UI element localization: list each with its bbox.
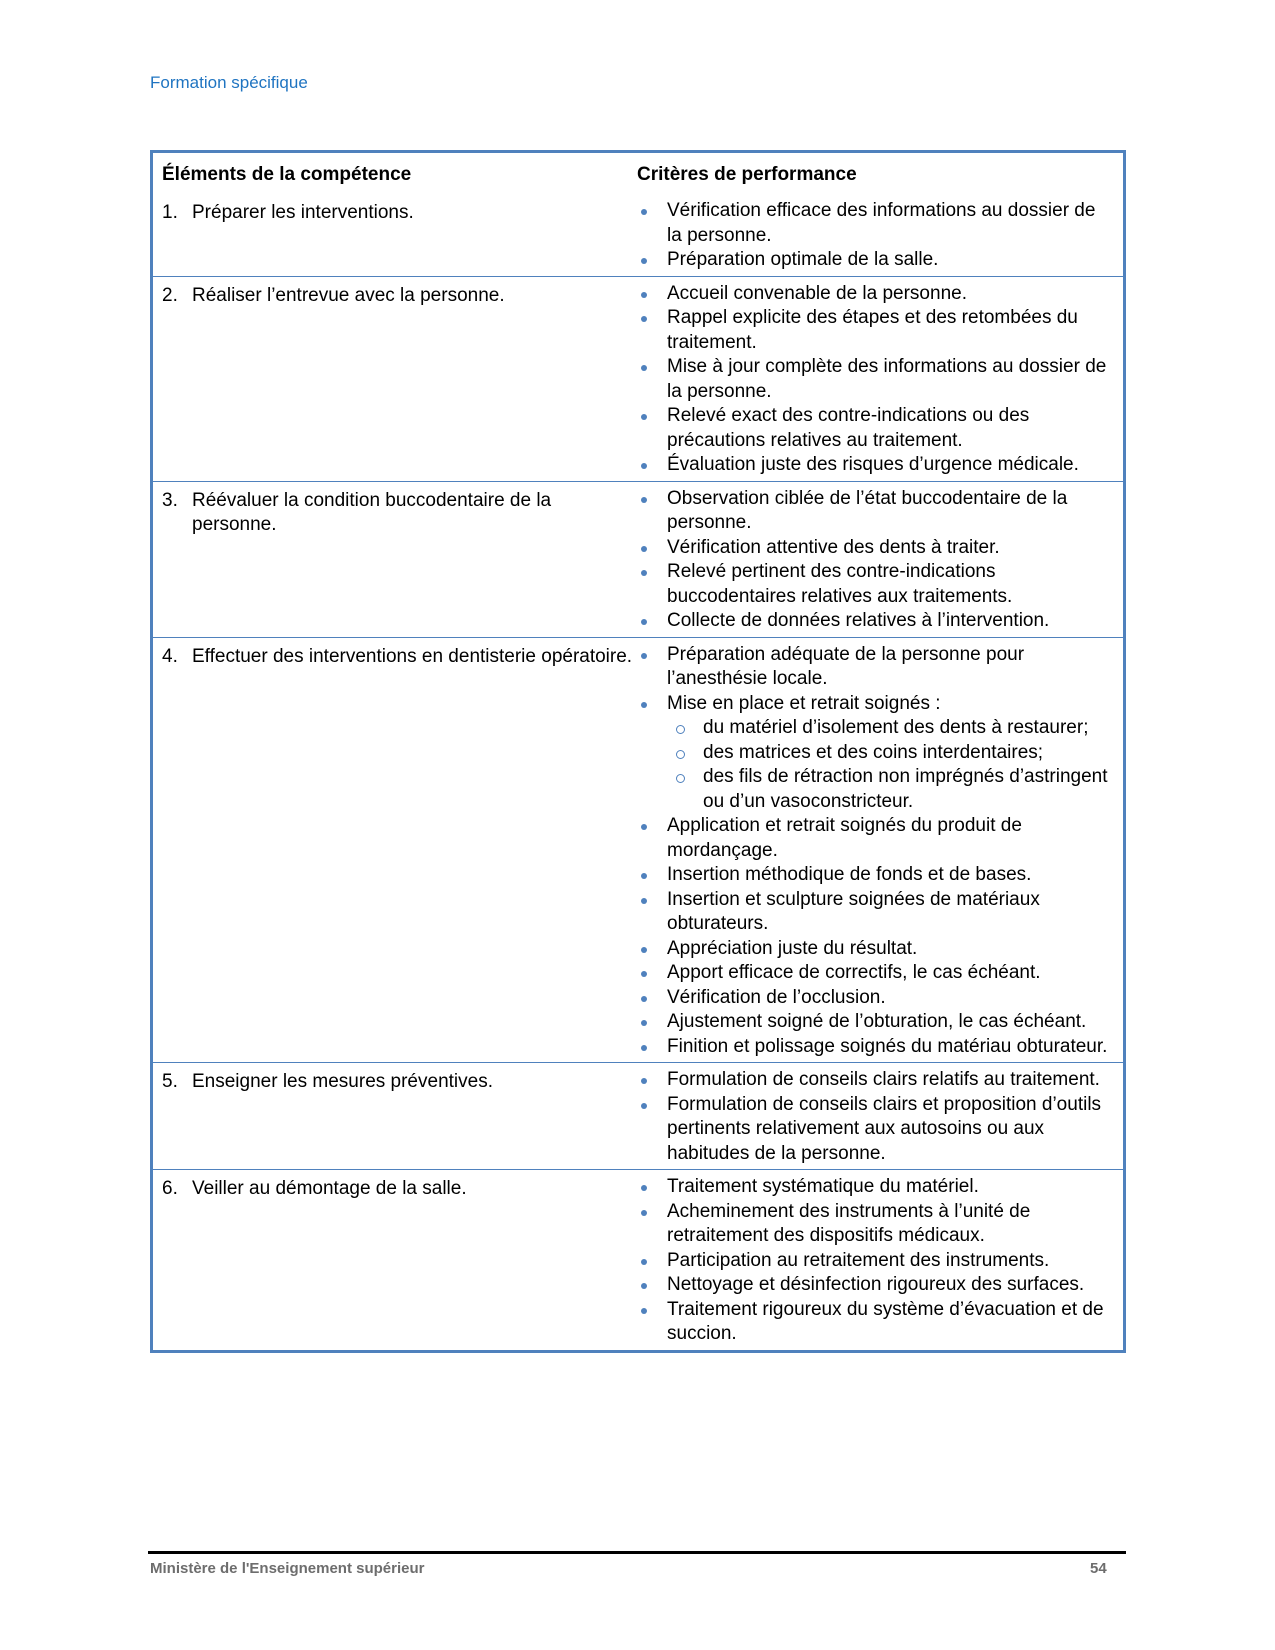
table-row — [153, 637, 1123, 1063]
criterion-text: Traitement rigoureux du système d’évacuation et de succion. — [667, 1298, 1104, 1344]
criterion-text: Formulation de conseils clairs relatifs au traitement. — [667, 1069, 1100, 1090]
table-body — [153, 194, 1123, 1350]
element-cell — [153, 1170, 637, 1350]
criterion-text: Ajustement soigné de l’obturation, le cas échéant. — [667, 1011, 1087, 1032]
criteria-list — [637, 1175, 1123, 1347]
element-text: Enseigner les mesures préventives. — [192, 1071, 493, 1092]
criterion-text: Vérification de l’occlusion. — [667, 986, 886, 1008]
criterion-text: Nettoyage et désinfection rigoureux des surfaces. — [667, 1274, 1085, 1295]
criterion-item — [637, 692, 1123, 815]
criterion-text: Application et retrait soignés du produit de mordançage. — [667, 815, 1022, 861]
competency-element — [162, 1177, 637, 1201]
criterion-item — [637, 453, 1123, 478]
criterion-item — [637, 937, 1123, 962]
table-row — [153, 1169, 1123, 1350]
criterion-item — [637, 1249, 1123, 1274]
criterion-item — [637, 1200, 1123, 1249]
column-header-elements: Éléments de la compétence — [162, 164, 412, 185]
criteria-list — [637, 487, 1123, 634]
criterion-item — [637, 560, 1123, 609]
element-number: 6. — [162, 1178, 178, 1199]
element-cell — [153, 482, 637, 637]
criteria-list — [637, 199, 1123, 273]
table-row — [153, 194, 1123, 276]
criterion-item — [637, 1010, 1123, 1035]
sub-criterion-item: des fils de rétraction non imprégnés d’astringent ou d’un vasoconstricteur. — [667, 765, 1115, 814]
competency-element — [162, 1070, 637, 1094]
element-number: 1. — [162, 202, 178, 223]
criteria-cell — [637, 277, 1123, 481]
sub-criterion-item: du matériel d’isolement des dents à restaurer; — [667, 716, 1115, 741]
criteria-cell — [637, 1063, 1123, 1169]
element-cell — [153, 277, 637, 481]
criterion-item — [637, 1093, 1123, 1167]
criterion-item — [637, 1298, 1123, 1347]
element-text: Préparer les interventions. — [192, 202, 414, 223]
criterion-text: Formulation de conseils clairs et proposition d’outils pertinents relativement aux autosoins ou aux habitudes de la personne. — [667, 1093, 1102, 1164]
criterion-text: Insertion méthodique de fonds et de bases. — [667, 864, 1032, 885]
table-row — [153, 481, 1123, 637]
table-header-row — [153, 153, 1123, 194]
criterion-item — [637, 536, 1123, 561]
table-row — [153, 1062, 1123, 1169]
criterion-text: Apport efficace de correctifs, le cas échéant. — [667, 962, 1041, 983]
criterion-item — [637, 643, 1123, 692]
criterion-item — [637, 1035, 1123, 1060]
criterion-item — [637, 1068, 1123, 1093]
element-text: Réaliser l’entrevue avec la personne. — [192, 284, 505, 306]
element-cell — [153, 1063, 637, 1169]
criterion-text: Rappel explicite des étapes et des retombées du traitement. — [667, 307, 1078, 353]
criterion-item — [637, 814, 1123, 863]
competency-element — [162, 645, 637, 669]
page-number: 54 — [1090, 1560, 1107, 1577]
criterion-item — [637, 282, 1123, 307]
element-cell — [153, 194, 637, 276]
element-text: Réévaluer la condition buccodentaire de la personne. — [192, 489, 552, 535]
criteria-cell — [637, 638, 1123, 1063]
criterion-item — [637, 609, 1123, 634]
criterion-text: Mise en place et retrait soignés : — [667, 692, 941, 714]
criterion-item — [637, 248, 1123, 273]
competency-element — [162, 201, 637, 225]
element-cell — [153, 638, 637, 1063]
criteria-cell — [637, 482, 1123, 637]
competency-table — [150, 150, 1126, 1353]
criteria-list — [637, 1068, 1123, 1166]
running-header: Formation spécifique — [150, 73, 308, 92]
criterion-item — [637, 404, 1123, 453]
criterion-item — [637, 487, 1123, 536]
criterion-text: Appréciation juste du résultat. — [667, 937, 918, 959]
criterion-text: Observation ciblée de l’état buccodentaire de la personne. — [667, 487, 1068, 533]
criteria-cell — [637, 1170, 1123, 1350]
element-number: 4. — [162, 645, 178, 667]
criteria-list — [637, 282, 1123, 478]
criterion-text: Vérification attentive des dents à traiter. — [667, 536, 1000, 558]
criterion-text: Collecte de données relatives à l’intervention. — [667, 610, 1050, 631]
criterion-item — [637, 1175, 1123, 1200]
footer-organization: Ministère de l'Enseignement supérieur — [150, 1560, 425, 1577]
criterion-text: Préparation adéquate de la personne pour l’anesthésie locale. — [667, 643, 1025, 689]
criterion-item — [637, 199, 1123, 248]
criterion-item — [637, 306, 1123, 355]
criterion-item — [637, 888, 1123, 937]
criterion-text: Participation au retraitement des instruments. — [667, 1249, 1050, 1271]
criterion-item — [637, 1273, 1123, 1298]
criterion-item — [637, 355, 1123, 404]
criteria-cell — [637, 194, 1123, 276]
criterion-text: Relevé pertinent des contre-indications buccodentaires relatives aux traitements. — [667, 561, 1013, 607]
criterion-item — [637, 986, 1123, 1011]
element-text: Effectuer des interventions en dentisterie opératoire. — [192, 645, 633, 667]
competency-element — [162, 489, 637, 537]
column-header-criteria: Critères de performance — [637, 164, 857, 185]
criterion-text: Mise à jour complète des informations au dossier de la personne. — [667, 356, 1107, 402]
criteria-list — [637, 643, 1123, 1060]
criterion-text: Évaluation juste des risques d’urgence médicale. — [667, 454, 1079, 475]
criterion-text: Accueil convenable de la personne. — [667, 282, 967, 304]
competency-element — [162, 284, 637, 308]
criterion-text: Insertion et sculpture soignées de matériaux obturateurs. — [667, 888, 1040, 934]
table-row — [153, 276, 1123, 481]
criterion-text: Traitement systématique du matériel. — [667, 1176, 979, 1197]
element-number: 3. — [162, 489, 178, 511]
sub-criteria-list — [667, 716, 1115, 814]
sub-criterion-item: des matrices et des coins interdentaires; — [667, 741, 1115, 766]
criterion-text: Relevé exact des contre-indications ou des précautions relatives au traitement. — [667, 405, 1030, 451]
element-number: 5. — [162, 1071, 178, 1092]
criterion-text: Préparation optimale de la salle. — [667, 249, 939, 270]
criterion-text: Vérification efficace des informations au dossier de la personne. — [667, 200, 1096, 246]
criterion-item — [637, 961, 1123, 986]
criterion-text: Acheminement des instruments à l’unité de retraitement des dispositifs médicaux. — [667, 1200, 1031, 1246]
element-text: Veiller au démontage de la salle. — [192, 1178, 467, 1199]
element-number: 2. — [162, 284, 178, 306]
footer-divider — [148, 1551, 1126, 1554]
criterion-item — [637, 863, 1123, 888]
criterion-text: Finition et polissage soignés du matériau obturateur. — [667, 1035, 1108, 1057]
